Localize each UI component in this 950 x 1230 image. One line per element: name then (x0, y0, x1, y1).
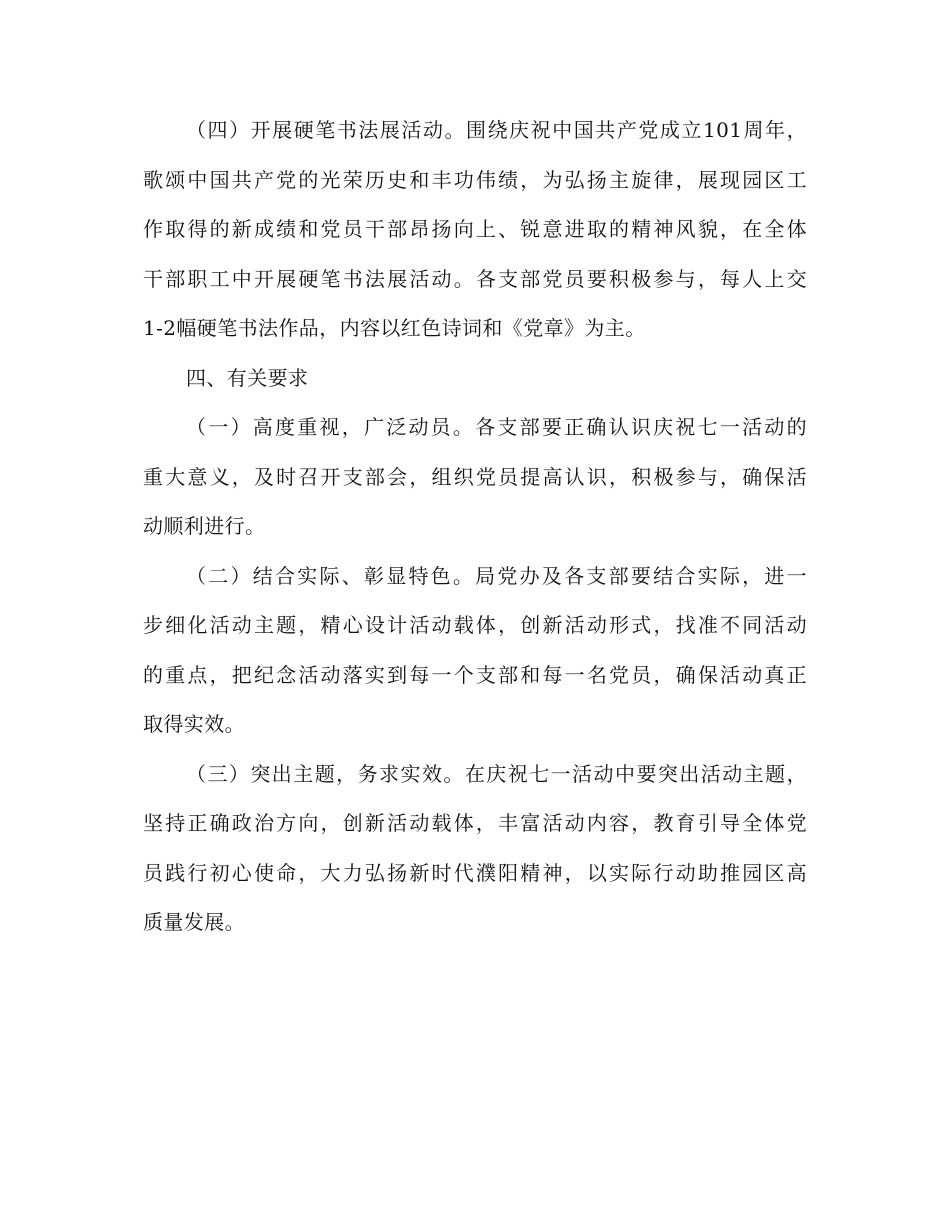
text-line: 重大意义，及时召开支部会，组织党员提高认识，积极参与，确保活 (143, 464, 807, 489)
text-line: （三）突出主题，务求实效。在庆祝七一活动中要突出活动主题， (186, 761, 807, 786)
text-line: 步细化活动主题，精心设计活动载体，创新活动形式，找准不同活动 (143, 613, 807, 637)
section-heading: 四、有关要求 (186, 365, 309, 390)
text-line: 1-2幅硬笔书法作品，内容以红色诗词和《党章》为主。 (143, 316, 646, 340)
text-line: 动顺利进行。 (143, 514, 266, 538)
paragraph-attach-importance (143, 403, 807, 552)
section-heading-requirements (143, 354, 807, 404)
paragraph-calligraphy-exhibition (143, 106, 807, 354)
text-line: （一）高度重视，广泛动员。各支部要正确认识庆祝七一活动的 (186, 415, 807, 439)
text-line: 干部职工中开展硬笔书法展活动。各支部党员要积极参与，每人上交 (143, 266, 807, 291)
text-line: 作取得的新成绩和党员干部昂扬向上、锐意进取的精神风貌，在全体 (143, 217, 807, 241)
text-line: 取得实效。 (143, 712, 245, 736)
paragraph-combine-reality (143, 552, 807, 750)
text-line: （四）开展硬笔书法展活动。围绕庆祝中国共产党成立101周年， (186, 118, 807, 142)
text-line: 质量发展。 (143, 910, 245, 934)
text-line: 坚持正确政治方向，创新活动载体，丰富活动内容，教育引导全体党 (143, 811, 807, 835)
text-line: （二）结合实际、彰显特色。局党办及各支部要结合实际，进一 (186, 563, 807, 588)
document-body (143, 106, 807, 948)
text-line: 歌颂中国共产党的光荣历史和丰功伟绩，为弘扬主旋律，展现园区工 (143, 167, 807, 192)
text-line: 的重点，把纪念活动落实到每一个支部和每一名党员，确保活动真正 (143, 662, 807, 687)
text-line: 员践行初心使命，大力弘扬新时代濮阳精神，以实际行动助推园区高 (143, 860, 807, 885)
paragraph-highlight-theme (143, 750, 807, 948)
